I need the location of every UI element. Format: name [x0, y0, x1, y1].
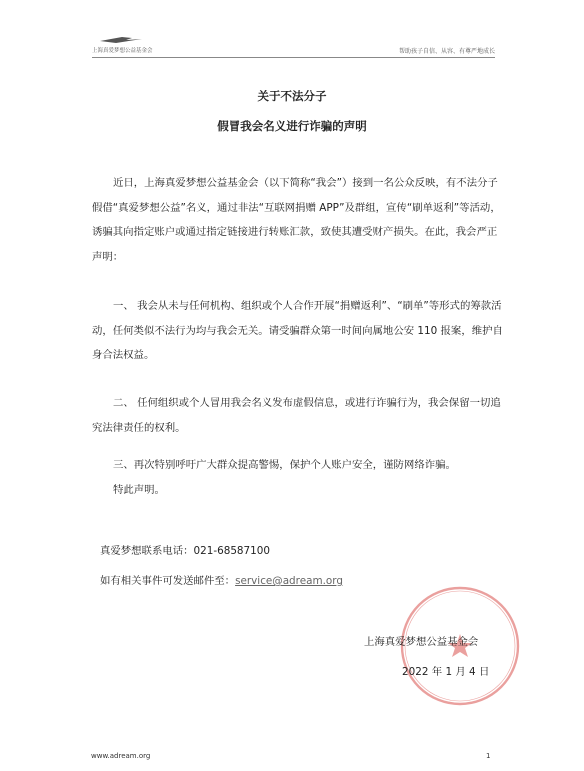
phone-number: 021-68587100 [193, 545, 270, 557]
contact-phone-line [92, 542, 270, 557]
intro-paragraph: 近日，上海真爱梦想公益基金会（以下简称“我会”）接到一名公众反映，有不法分子假借“真爱梦想公益”名义，通过非法“互联网捐赠 APP”及群组，宣传“刷单返利”等活动，诱骗其向指定账户或通过指定链接进行转账汇款，致使其遭受财产损失。在此，我会严正声明： [92, 177, 501, 263]
header-divider [92, 57, 495, 58]
page-number: 1 [486, 752, 491, 760]
email-label: 如有相关事件可发送邮件至： [100, 575, 236, 587]
header-slogan: 帮助孩子自信、从容、有尊严地成长 [398, 48, 495, 55]
title-line-1: 关于不法分子 [257, 89, 327, 103]
signature-org: 上海真爱梦想公益基金会 [364, 636, 479, 648]
statement-point-1: 一、 我会从未与任何机构、组织或个人合作开展“捐赠返利”、“刷单”等形式的筹款活动，任何类似不法行为均与我会无关。请受骗群众第一时间向属地公安 110 报案，维护自身合法权益。 [92, 300, 503, 361]
adream-logo-icon [92, 34, 156, 44]
phone-label: 真爱梦想联系电话： [100, 545, 194, 557]
statement-point-3: 三、再次特别呼吁广大群众提高警惕，保护个人账户安全，谨防网络诈骗。 [113, 459, 456, 471]
header-org-name: 上海真爱梦想公益基金会 [92, 48, 153, 54]
statement-point-2: 二、 任何组织或个人冒用我会名义发布虚假信息，或进行诈骗行为，我会保留一切追究法律责任的权利。 [92, 397, 501, 434]
contact-email-line [92, 572, 343, 587]
footer-website: www.adream.org [91, 752, 151, 760]
title-line-2: 假冒我会名义进行诈骗的声明 [217, 119, 367, 133]
closing-line: 特此声明。 [113, 484, 165, 496]
signature-date: 2022 年 1 月 4 日 [402, 666, 490, 678]
email-link[interactable]: service@adream.org [235, 575, 343, 587]
